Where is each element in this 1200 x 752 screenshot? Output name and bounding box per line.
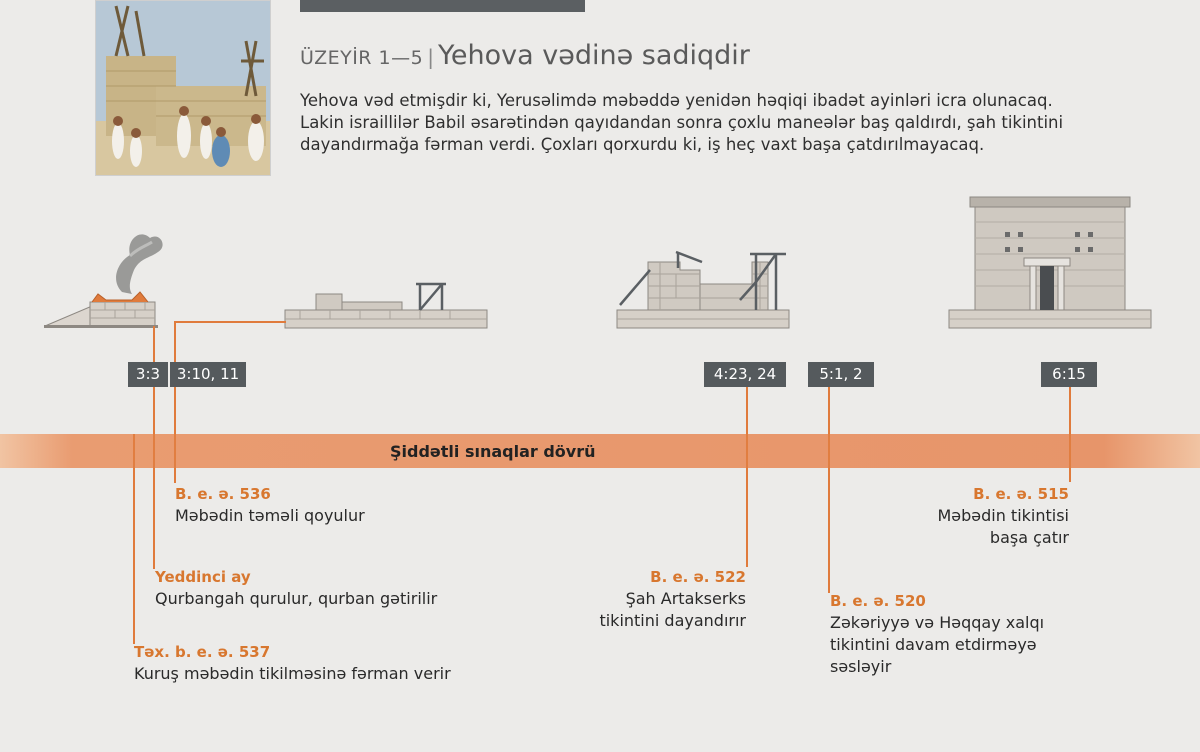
altar-icon bbox=[44, 234, 163, 328]
event-date: Yeddinci ay bbox=[155, 568, 251, 586]
event-537 bbox=[134, 641, 451, 685]
event-515 bbox=[869, 483, 1069, 549]
event-description: səsləyir bbox=[830, 657, 892, 676]
intro-line: Lakin israillilər Babil əsarətindən qayıdandan sonra çoxlu maneələr baş qaldırdı, şah tikintini bbox=[300, 113, 1064, 132]
event-date: B. e. ə. 522 bbox=[650, 568, 746, 586]
event-description: Şah Artakserks bbox=[625, 589, 746, 608]
building-stages bbox=[0, 0, 1200, 340]
event-date: Təx. b. e. ə. 537 bbox=[134, 643, 271, 661]
event-520 bbox=[830, 590, 1044, 678]
event-description: başa çatır bbox=[989, 528, 1069, 547]
scripture-tag: 5:1, 2 bbox=[808, 362, 874, 387]
event-description: Zəkəriyyə və Həqqay xalqı bbox=[830, 613, 1045, 632]
halted-construction-icon bbox=[617, 252, 789, 328]
completed-temple-icon bbox=[949, 197, 1151, 328]
event-description: tikintini davam etdirməyə bbox=[830, 635, 1037, 654]
scripture-tag: 6:15 bbox=[1041, 362, 1097, 387]
event-536 bbox=[175, 483, 365, 527]
connector-line bbox=[828, 374, 830, 593]
event-seventh-month bbox=[155, 566, 437, 610]
heading-separator: | bbox=[427, 45, 434, 69]
event-description: Məbədin təməli qoyulur bbox=[175, 506, 365, 525]
scripture-tag: 3:3 bbox=[128, 362, 168, 387]
connector-line bbox=[1069, 434, 1071, 468]
scripture-tag: 3:10, 11 bbox=[170, 362, 246, 387]
intro-line: Yehova vəd etmişdir ki, Yerusəlimdə məbəddə yenidən həqiqi ibadət ayinləri icra olunacaq. bbox=[300, 91, 1053, 110]
foundation-icon bbox=[285, 283, 487, 328]
trial-period-label: Şiddətli sınaqlar dövrü bbox=[390, 442, 596, 461]
event-description: Məbədin tikintisi bbox=[937, 506, 1069, 525]
connector-line bbox=[746, 434, 748, 468]
intro-line: dayandırmağa fərman verdi. Çoxları qorxurdu ki, iş heç vaxt başa çatdırılmayacaq. bbox=[300, 135, 985, 154]
connector-line bbox=[746, 374, 748, 567]
connector-line bbox=[828, 434, 830, 468]
connector-line bbox=[174, 321, 286, 323]
event-description: Qurbangah qurulur, qurban gətirilir bbox=[155, 589, 438, 608]
connector-line bbox=[174, 434, 176, 468]
scripture-reference: ÜZEYİR 1—5 bbox=[300, 47, 424, 69]
scripture-tag: 4:23, 24 bbox=[704, 362, 786, 387]
connector-line bbox=[133, 434, 135, 468]
event-description: tikintini dayandırır bbox=[599, 611, 746, 630]
event-date: B. e. ə. 536 bbox=[175, 485, 271, 503]
page-title: Yehova vədinə sadiqdir bbox=[437, 40, 750, 71]
connector-line bbox=[153, 434, 155, 468]
event-date: B. e. ə. 520 bbox=[830, 592, 926, 610]
event-description: Kuruş məbədin tikilməsinə fərman verir bbox=[134, 664, 451, 683]
trial-period-band bbox=[0, 434, 1200, 468]
event-522 bbox=[546, 566, 746, 632]
event-date: B. e. ə. 515 bbox=[973, 485, 1069, 503]
